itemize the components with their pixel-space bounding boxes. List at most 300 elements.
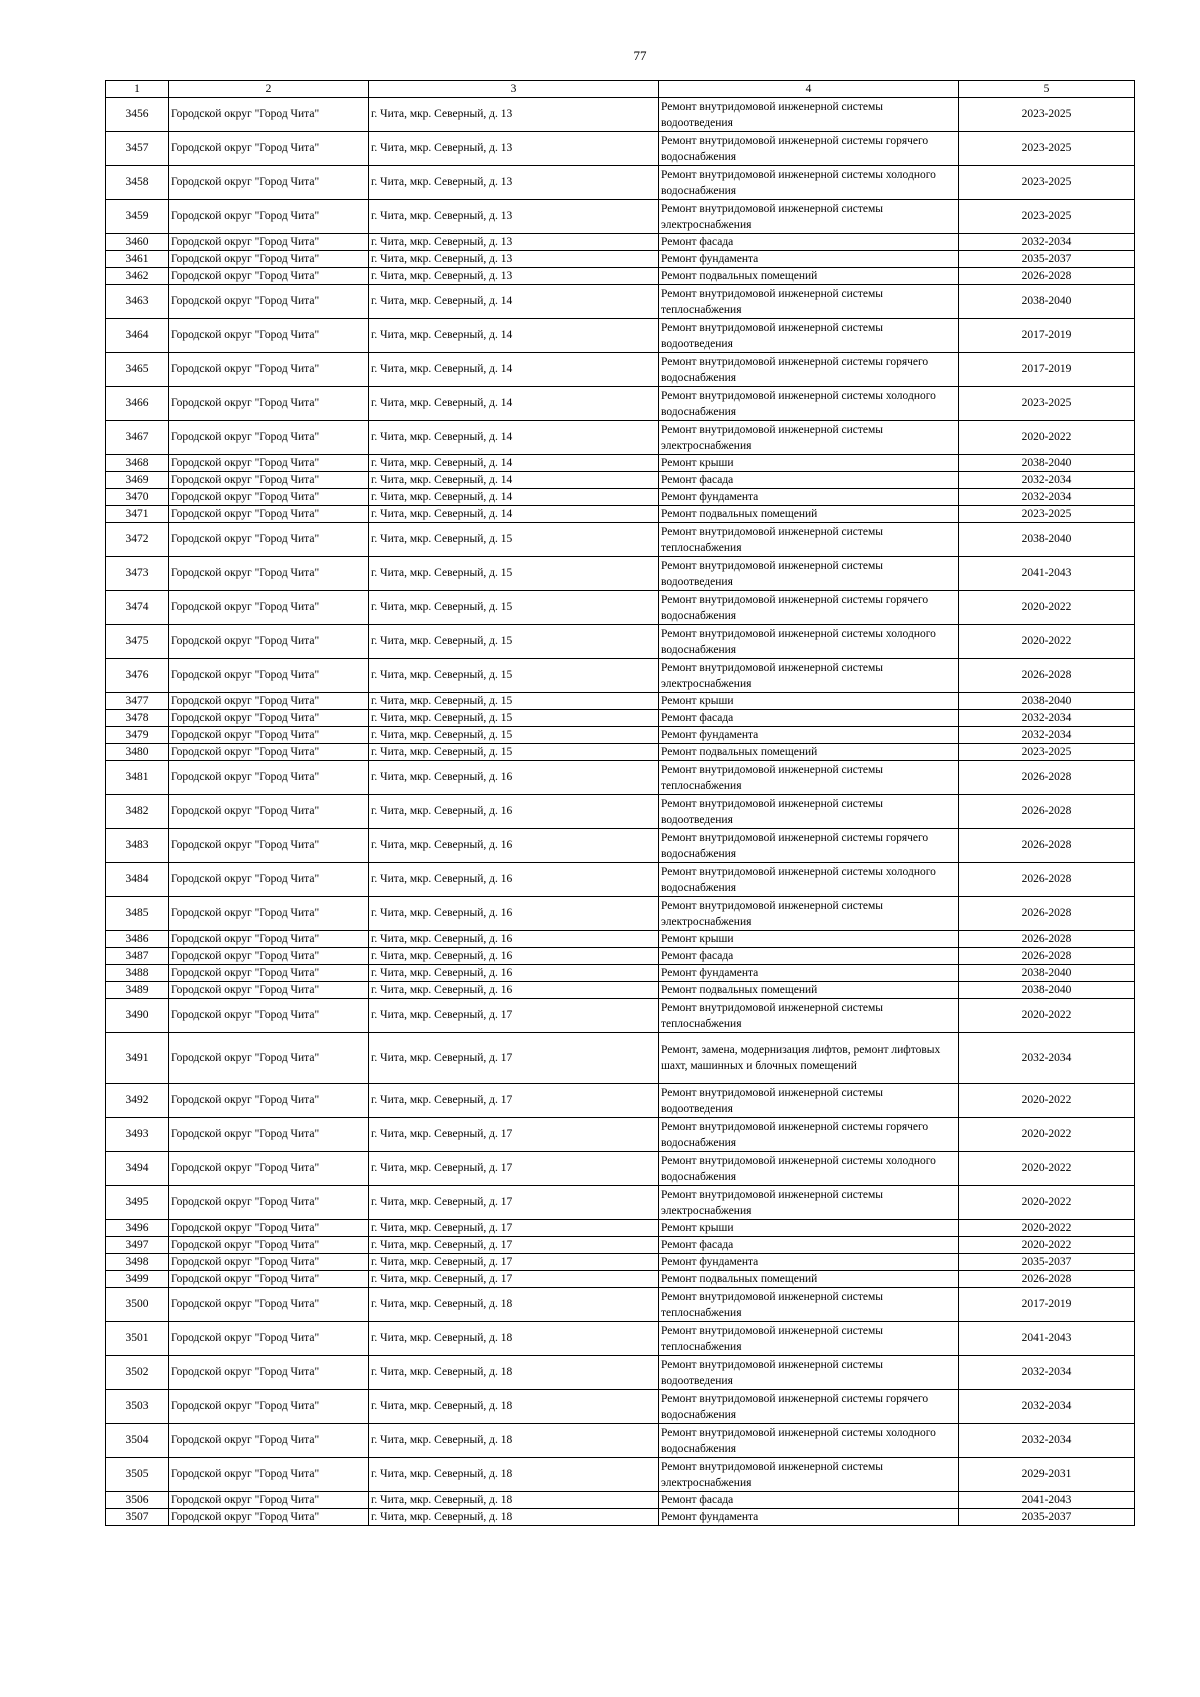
row-number: 3483 [106, 829, 169, 863]
table-row [106, 982, 1135, 999]
work-type: Ремонт подвальных помещений [659, 982, 959, 999]
planned-period: 2041-2043 [959, 1322, 1135, 1356]
table-row [106, 897, 1135, 931]
building-address: г. Чита, мкр. Северный, д. 16 [369, 863, 659, 897]
building-address: г. Чита, мкр. Северный, д. 15 [369, 523, 659, 557]
row-number: 3505 [106, 1458, 169, 1492]
row-number: 3477 [106, 693, 169, 710]
work-type: Ремонт внутридомовой инженерной системы горячего водоснабжения [659, 829, 959, 863]
row-number: 3474 [106, 591, 169, 625]
row-number: 3456 [106, 98, 169, 132]
table-row [106, 1322, 1135, 1356]
table-body [106, 98, 1135, 1526]
row-number: 3489 [106, 982, 169, 999]
building-address: г. Чита, мкр. Северный, д. 18 [369, 1322, 659, 1356]
table-row [106, 132, 1135, 166]
table-row [106, 506, 1135, 523]
municipal-district: Городской округ "Город Чита" [169, 1186, 369, 1220]
table-row [106, 1271, 1135, 1288]
planned-period: 2038-2040 [959, 285, 1135, 319]
work-type: Ремонт внутридомовой инженерной системы теплоснабжения [659, 761, 959, 795]
row-number: 3496 [106, 1220, 169, 1237]
row-number: 3481 [106, 761, 169, 795]
work-type: Ремонт крыши [659, 1220, 959, 1237]
row-number: 3473 [106, 557, 169, 591]
work-type: Ремонт фундамента [659, 251, 959, 268]
work-type: Ремонт фасада [659, 1237, 959, 1254]
page-number: 77 [633, 48, 647, 63]
planned-period: 2035-2037 [959, 251, 1135, 268]
building-address: г. Чита, мкр. Северный, д. 17 [369, 1084, 659, 1118]
table-row [106, 1152, 1135, 1186]
planned-period: 2032-2034 [959, 234, 1135, 251]
work-type: Ремонт внутридомовой инженерной системы холодного водоснабжения [659, 625, 959, 659]
work-type: Ремонт фасада [659, 710, 959, 727]
building-address: г. Чита, мкр. Северный, д. 13 [369, 166, 659, 200]
work-type: Ремонт внутридомовой инженерной системы горячего водоснабжения [659, 353, 959, 387]
table-row [106, 1220, 1135, 1237]
row-number: 3507 [106, 1509, 169, 1526]
row-number: 3502 [106, 1356, 169, 1390]
planned-period: 2020-2022 [959, 591, 1135, 625]
planned-period: 2026-2028 [959, 1271, 1135, 1288]
row-number: 3479 [106, 727, 169, 744]
municipal-district: Городской округ "Город Чита" [169, 1322, 369, 1356]
building-address: г. Чита, мкр. Северный, д. 16 [369, 965, 659, 982]
planned-period: 2029-2031 [959, 1458, 1135, 1492]
building-address: г. Чита, мкр. Северный, д. 15 [369, 693, 659, 710]
work-type: Ремонт фасада [659, 1492, 959, 1509]
planned-period: 2032-2034 [959, 710, 1135, 727]
municipal-district: Городской округ "Город Чита" [169, 200, 369, 234]
municipal-district: Городской округ "Город Чита" [169, 965, 369, 982]
municipal-district: Городской округ "Город Чита" [169, 863, 369, 897]
building-address: г. Чита, мкр. Северный, д. 14 [369, 472, 659, 489]
row-number: 3500 [106, 1288, 169, 1322]
municipal-district: Городской округ "Город Чита" [169, 1492, 369, 1509]
municipal-district: Городской округ "Город Чита" [169, 1220, 369, 1237]
building-address: г. Чита, мкр. Северный, д. 17 [369, 999, 659, 1033]
row-number: 3490 [106, 999, 169, 1033]
row-number: 3487 [106, 948, 169, 965]
header-col-4: 4 [659, 81, 959, 98]
planned-period: 2032-2034 [959, 1356, 1135, 1390]
building-address: г. Чита, мкр. Северный, д. 17 [369, 1033, 659, 1084]
table-row [106, 1424, 1135, 1458]
planned-period: 2023-2025 [959, 132, 1135, 166]
planned-period: 2026-2028 [959, 931, 1135, 948]
building-address: г. Чита, мкр. Северный, д. 14 [369, 489, 659, 506]
planned-period: 2023-2025 [959, 200, 1135, 234]
table-row [106, 625, 1135, 659]
planned-period: 2026-2028 [959, 268, 1135, 285]
table-row [106, 1356, 1135, 1390]
municipal-district: Городской округ "Город Чита" [169, 710, 369, 727]
row-number: 3462 [106, 268, 169, 285]
planned-period: 2023-2025 [959, 506, 1135, 523]
row-number: 3466 [106, 387, 169, 421]
table-row [106, 1458, 1135, 1492]
municipal-district: Городской округ "Город Чита" [169, 1084, 369, 1118]
building-address: г. Чита, мкр. Северный, д. 17 [369, 1118, 659, 1152]
work-type: Ремонт внутридомовой инженерной системы водоотведения [659, 795, 959, 829]
municipal-district: Городской округ "Город Чита" [169, 1424, 369, 1458]
row-number: 3468 [106, 455, 169, 472]
table-row [106, 557, 1135, 591]
header-row [106, 81, 1135, 98]
work-type: Ремонт внутридомовой инженерной системы холодного водоснабжения [659, 387, 959, 421]
municipal-district: Городской округ "Город Чита" [169, 1237, 369, 1254]
table-row [106, 1084, 1135, 1118]
municipal-district: Городской округ "Город Чита" [169, 166, 369, 200]
table-row [106, 489, 1135, 506]
table-row [106, 1118, 1135, 1152]
table-row [106, 727, 1135, 744]
row-number: 3470 [106, 489, 169, 506]
building-address: г. Чита, мкр. Северный, д. 16 [369, 948, 659, 965]
work-type: Ремонт фундамента [659, 489, 959, 506]
building-address: г. Чита, мкр. Северный, д. 14 [369, 353, 659, 387]
building-address: г. Чита, мкр. Северный, д. 13 [369, 132, 659, 166]
municipal-district: Городской округ "Город Чита" [169, 1390, 369, 1424]
municipal-district: Городской округ "Город Чита" [169, 421, 369, 455]
municipal-district: Городской округ "Город Чита" [169, 489, 369, 506]
table-row [106, 1288, 1135, 1322]
municipal-district: Городской округ "Город Чита" [169, 1254, 369, 1271]
planned-period: 2017-2019 [959, 319, 1135, 353]
table-row [106, 472, 1135, 489]
municipal-district: Городской округ "Город Чита" [169, 455, 369, 472]
work-type: Ремонт внутридомовой инженерной системы водоотведения [659, 557, 959, 591]
building-address: г. Чита, мкр. Северный, д. 18 [369, 1390, 659, 1424]
planned-period: 2020-2022 [959, 1237, 1135, 1254]
municipal-district: Городской округ "Город Чита" [169, 1152, 369, 1186]
building-address: г. Чита, мкр. Северный, д. 16 [369, 982, 659, 999]
row-number: 3506 [106, 1492, 169, 1509]
row-number: 3485 [106, 897, 169, 931]
building-address: г. Чита, мкр. Северный, д. 14 [369, 455, 659, 472]
table-row [106, 166, 1135, 200]
work-type: Ремонт внутридомовой инженерной системы водоотведения [659, 319, 959, 353]
municipal-district: Городской округ "Город Чита" [169, 98, 369, 132]
municipal-district: Городской округ "Город Чита" [169, 472, 369, 489]
building-address: г. Чита, мкр. Северный, д. 17 [369, 1220, 659, 1237]
municipal-district: Городской округ "Город Чита" [169, 251, 369, 268]
municipal-district: Городской округ "Город Чита" [169, 1033, 369, 1084]
municipal-district: Городской округ "Город Чита" [169, 897, 369, 931]
building-address: г. Чита, мкр. Северный, д. 13 [369, 234, 659, 251]
row-number: 3476 [106, 659, 169, 693]
building-address: г. Чита, мкр. Северный, д. 18 [369, 1492, 659, 1509]
work-type: Ремонт внутридомовой инженерной системы теплоснабжения [659, 285, 959, 319]
work-type: Ремонт фундамента [659, 965, 959, 982]
header-col-5: 5 [959, 81, 1135, 98]
building-address: г. Чита, мкр. Северный, д. 15 [369, 591, 659, 625]
municipal-district: Городской округ "Город Чита" [169, 659, 369, 693]
planned-period: 2020-2022 [959, 1220, 1135, 1237]
planned-period: 2038-2040 [959, 455, 1135, 472]
building-address: г. Чита, мкр. Северный, д. 16 [369, 795, 659, 829]
row-number: 3488 [106, 965, 169, 982]
work-type: Ремонт фасада [659, 234, 959, 251]
table-row [106, 948, 1135, 965]
row-number: 3458 [106, 166, 169, 200]
row-number: 3475 [106, 625, 169, 659]
work-type: Ремонт крыши [659, 693, 959, 710]
work-type: Ремонт внутридомовой инженерной системы водоотведения [659, 98, 959, 132]
table-row [106, 200, 1135, 234]
municipal-district: Городской округ "Город Чита" [169, 931, 369, 948]
work-type: Ремонт крыши [659, 455, 959, 472]
building-address: г. Чита, мкр. Северный, д. 15 [369, 710, 659, 727]
building-address: г. Чита, мкр. Северный, д. 17 [369, 1271, 659, 1288]
planned-period: 2026-2028 [959, 829, 1135, 863]
building-address: г. Чита, мкр. Северный, д. 15 [369, 659, 659, 693]
municipal-district: Городской округ "Город Чита" [169, 234, 369, 251]
work-type: Ремонт, замена, модернизация лифтов, ремонт лифтовых шахт, машинных и блочных помещений [659, 1033, 959, 1084]
planned-period: 2020-2022 [959, 999, 1135, 1033]
municipal-district: Городской округ "Город Чита" [169, 523, 369, 557]
municipal-district: Городской округ "Город Чита" [169, 625, 369, 659]
planned-period: 2041-2043 [959, 557, 1135, 591]
building-address: г. Чита, мкр. Северный, д. 18 [369, 1509, 659, 1526]
planned-period: 2032-2034 [959, 727, 1135, 744]
work-type: Ремонт внутридомовой инженерной системы горячего водоснабжения [659, 1390, 959, 1424]
municipal-district: Городской округ "Город Чита" [169, 795, 369, 829]
municipal-district: Городской округ "Город Чита" [169, 506, 369, 523]
municipal-district: Городской округ "Город Чита" [169, 829, 369, 863]
table-row [106, 285, 1135, 319]
table-row [106, 353, 1135, 387]
building-address: г. Чита, мкр. Северный, д. 15 [369, 727, 659, 744]
building-address: г. Чита, мкр. Северный, д. 13 [369, 200, 659, 234]
row-number: 3497 [106, 1237, 169, 1254]
municipal-district: Городской округ "Город Чита" [169, 1118, 369, 1152]
building-address: г. Чита, мкр. Северный, д. 14 [369, 319, 659, 353]
planned-period: 2026-2028 [959, 659, 1135, 693]
work-type: Ремонт внутридомовой инженерной системы холодного водоснабжения [659, 166, 959, 200]
table-header [106, 81, 1135, 98]
work-type: Ремонт подвальных помещений [659, 268, 959, 285]
row-number: 3486 [106, 931, 169, 948]
municipal-district: Городской округ "Город Чита" [169, 132, 369, 166]
planned-period: 2023-2025 [959, 166, 1135, 200]
work-type: Ремонт внутридомовой инженерной системы теплоснабжения [659, 1288, 959, 1322]
municipal-district: Городской округ "Город Чита" [169, 1356, 369, 1390]
planned-period: 2032-2034 [959, 1033, 1135, 1084]
building-address: г. Чита, мкр. Северный, д. 18 [369, 1288, 659, 1322]
table-row [106, 523, 1135, 557]
work-type: Ремонт внутридомовой инженерной системы электроснабжения [659, 1458, 959, 1492]
row-number: 3484 [106, 863, 169, 897]
municipal-district: Городской округ "Город Чита" [169, 982, 369, 999]
building-address: г. Чита, мкр. Северный, д. 16 [369, 897, 659, 931]
municipal-district: Городской округ "Город Чита" [169, 693, 369, 710]
repair-schedule-table [105, 80, 1135, 1526]
table-row [106, 1390, 1135, 1424]
building-address: г. Чита, мкр. Северный, д. 16 [369, 931, 659, 948]
planned-period: 2026-2028 [959, 863, 1135, 897]
work-type: Ремонт внутридомовой инженерной системы теплоснабжения [659, 523, 959, 557]
row-number: 3494 [106, 1152, 169, 1186]
table-row [106, 455, 1135, 472]
row-number: 3493 [106, 1118, 169, 1152]
building-address: г. Чита, мкр. Северный, д. 15 [369, 744, 659, 761]
building-address: г. Чита, мкр. Северный, д. 18 [369, 1424, 659, 1458]
work-type: Ремонт крыши [659, 931, 959, 948]
table-row [106, 1254, 1135, 1271]
row-number: 3472 [106, 523, 169, 557]
table-row [106, 1492, 1135, 1509]
work-type: Ремонт внутридомовой инженерной системы горячего водоснабжения [659, 132, 959, 166]
work-type: Ремонт внутридомовой инженерной системы водоотведения [659, 1356, 959, 1390]
table-row [106, 863, 1135, 897]
building-address: г. Чита, мкр. Северный, д. 17 [369, 1152, 659, 1186]
planned-period: 2020-2022 [959, 1084, 1135, 1118]
table-row [106, 251, 1135, 268]
row-number: 3491 [106, 1033, 169, 1084]
row-number: 3460 [106, 234, 169, 251]
table-row [106, 965, 1135, 982]
planned-period: 2023-2025 [959, 744, 1135, 761]
building-address: г. Чита, мкр. Северный, д. 14 [369, 421, 659, 455]
planned-period: 2026-2028 [959, 795, 1135, 829]
work-type: Ремонт фундамента [659, 727, 959, 744]
building-address: г. Чита, мкр. Северный, д. 14 [369, 387, 659, 421]
table-row [106, 829, 1135, 863]
table-row [106, 1186, 1135, 1220]
municipal-district: Городской округ "Город Чита" [169, 1288, 369, 1322]
building-address: г. Чита, мкр. Северный, д. 16 [369, 761, 659, 795]
planned-period: 2020-2022 [959, 1152, 1135, 1186]
building-address: г. Чита, мкр. Северный, д. 15 [369, 625, 659, 659]
planned-period: 2017-2019 [959, 1288, 1135, 1322]
work-type: Ремонт внутридомовой инженерной системы холодного водоснабжения [659, 1152, 959, 1186]
table-row [106, 1033, 1135, 1084]
municipal-district: Городской округ "Город Чита" [169, 268, 369, 285]
table-row [106, 234, 1135, 251]
table-row [106, 591, 1135, 625]
municipal-district: Городской округ "Город Чита" [169, 1458, 369, 1492]
table-row [106, 999, 1135, 1033]
building-address: г. Чита, мкр. Северный, д. 14 [369, 285, 659, 319]
work-type: Ремонт внутридомовой инженерной системы электроснабжения [659, 1186, 959, 1220]
table-row [106, 98, 1135, 132]
row-number: 3503 [106, 1390, 169, 1424]
row-number: 3464 [106, 319, 169, 353]
work-type: Ремонт внутридомовой инженерной системы электроснабжения [659, 421, 959, 455]
table-row [106, 761, 1135, 795]
work-type: Ремонт внутридомовой инженерной системы электроснабжения [659, 897, 959, 931]
work-type: Ремонт внутридомовой инженерной системы холодного водоснабжения [659, 863, 959, 897]
building-address: г. Чита, мкр. Северный, д. 14 [369, 506, 659, 523]
header-col-1: 1 [106, 81, 169, 98]
building-address: г. Чита, мкр. Северный, д. 17 [369, 1186, 659, 1220]
planned-period: 2026-2028 [959, 761, 1135, 795]
row-number: 3471 [106, 506, 169, 523]
planned-period: 2038-2040 [959, 965, 1135, 982]
work-type: Ремонт подвальных помещений [659, 506, 959, 523]
planned-period: 2026-2028 [959, 948, 1135, 965]
planned-period: 2023-2025 [959, 98, 1135, 132]
table-row [106, 659, 1135, 693]
work-type: Ремонт внутридомовой инженерной системы холодного водоснабжения [659, 1424, 959, 1458]
planned-period: 2020-2022 [959, 421, 1135, 455]
row-number: 3478 [106, 710, 169, 727]
planned-period: 2017-2019 [959, 353, 1135, 387]
work-type: Ремонт фасада [659, 948, 959, 965]
planned-period: 2038-2040 [959, 523, 1135, 557]
work-type: Ремонт внутридомовой инженерной системы горячего водоснабжения [659, 591, 959, 625]
row-number: 3504 [106, 1424, 169, 1458]
planned-period: 2035-2037 [959, 1254, 1135, 1271]
building-address: г. Чита, мкр. Северный, д. 15 [369, 557, 659, 591]
municipal-district: Городской округ "Город Чита" [169, 591, 369, 625]
municipal-district: Городской округ "Город Чита" [169, 387, 369, 421]
work-type: Ремонт внутридомовой инженерной системы горячего водоснабжения [659, 1118, 959, 1152]
work-type: Ремонт фундамента [659, 1509, 959, 1526]
building-address: г. Чита, мкр. Северный, д. 17 [369, 1254, 659, 1271]
row-number: 3492 [106, 1084, 169, 1118]
table-row [106, 1509, 1135, 1526]
municipal-district: Городской округ "Город Чита" [169, 1271, 369, 1288]
municipal-district: Городской округ "Город Чита" [169, 948, 369, 965]
planned-period: 2032-2034 [959, 472, 1135, 489]
row-number: 3457 [106, 132, 169, 166]
work-type: Ремонт подвальных помещений [659, 744, 959, 761]
planned-period: 2038-2040 [959, 693, 1135, 710]
municipal-district: Городской округ "Город Чита" [169, 761, 369, 795]
table-row [106, 387, 1135, 421]
municipal-district: Городской округ "Город Чита" [169, 999, 369, 1033]
work-type: Ремонт внутридомовой инженерной системы водоотведения [659, 1084, 959, 1118]
building-address: г. Чита, мкр. Северный, д. 13 [369, 98, 659, 132]
planned-period: 2032-2034 [959, 1424, 1135, 1458]
work-type: Ремонт внутридомовой инженерной системы теплоснабжения [659, 1322, 959, 1356]
planned-period: 2026-2028 [959, 897, 1135, 931]
work-type: Ремонт подвальных помещений [659, 1271, 959, 1288]
row-number: 3461 [106, 251, 169, 268]
municipal-district: Городской округ "Город Чита" [169, 727, 369, 744]
work-type: Ремонт фундамента [659, 1254, 959, 1271]
header-col-3: 3 [369, 81, 659, 98]
municipal-district: Городской округ "Город Чита" [169, 319, 369, 353]
table-row [106, 421, 1135, 455]
row-number: 3480 [106, 744, 169, 761]
municipal-district: Городской округ "Город Чита" [169, 744, 369, 761]
planned-period: 2032-2034 [959, 489, 1135, 506]
municipal-district: Городской округ "Город Чита" [169, 285, 369, 319]
table-row [106, 693, 1135, 710]
planned-period: 2041-2043 [959, 1492, 1135, 1509]
planned-period: 2020-2022 [959, 1186, 1135, 1220]
planned-period: 2035-2037 [959, 1509, 1135, 1526]
building-address: г. Чита, мкр. Северный, д. 18 [369, 1356, 659, 1390]
work-type: Ремонт внутридомовой инженерной системы электроснабжения [659, 659, 959, 693]
municipal-district: Городской округ "Город Чита" [169, 557, 369, 591]
planned-period: 2020-2022 [959, 1118, 1135, 1152]
planned-period: 2020-2022 [959, 625, 1135, 659]
row-number: 3463 [106, 285, 169, 319]
row-number: 3465 [106, 353, 169, 387]
building-address: г. Чита, мкр. Северный, д. 13 [369, 268, 659, 285]
row-number: 3499 [106, 1271, 169, 1288]
row-number: 3467 [106, 421, 169, 455]
table-row [106, 795, 1135, 829]
row-number: 3498 [106, 1254, 169, 1271]
row-number: 3482 [106, 795, 169, 829]
table-row [106, 1237, 1135, 1254]
